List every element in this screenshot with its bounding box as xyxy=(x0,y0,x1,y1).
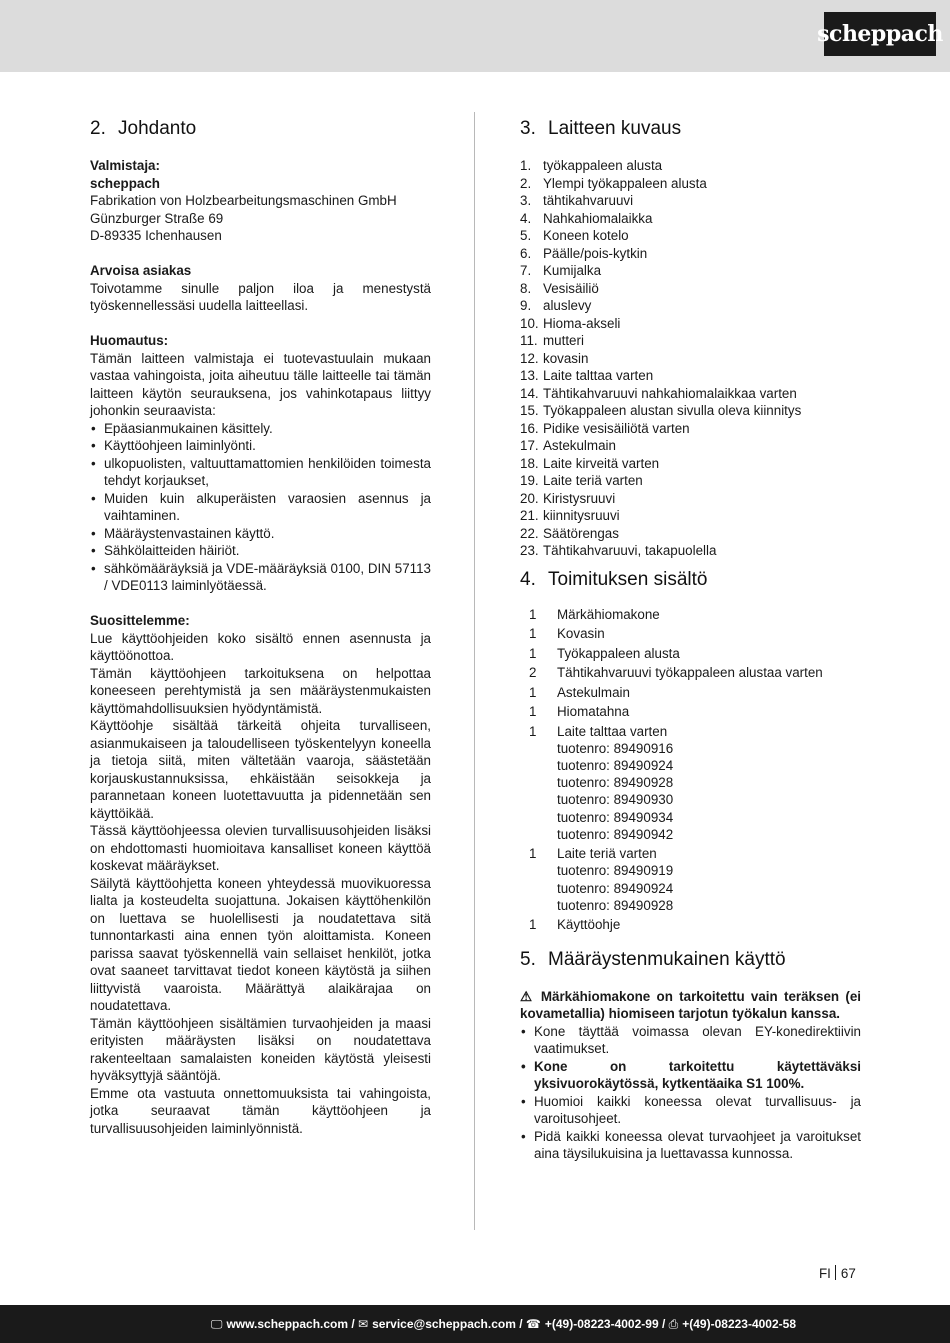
part-number: 9. xyxy=(520,298,532,313)
list-item xyxy=(520,437,861,455)
part-name: aluslevy xyxy=(543,298,592,313)
list-item xyxy=(520,175,861,193)
delivery-item xyxy=(520,664,861,681)
list-item: • ulkopuolisten, valtuuttamattomien henkilöiden toimesta tehdyt korjaukset, xyxy=(90,455,431,490)
list-item xyxy=(520,455,861,473)
footer-bar xyxy=(0,1305,950,1343)
list-item xyxy=(520,420,861,438)
note-list xyxy=(90,420,431,595)
part-number: 20. xyxy=(520,490,539,506)
delivery-quantity: 1 xyxy=(529,606,537,622)
part-name: Hioma-akseli xyxy=(543,315,621,331)
section-4-heading xyxy=(520,568,861,592)
paragraph: Tässä käyttöohjeessa olevien turvallisuusohjeiden lisäksi on ehdottomasti huomioitava kansalliset koneen käyttöä koskevat määräykset. xyxy=(90,823,431,873)
list-item: • Määräystenvastainen käyttö. xyxy=(90,525,431,543)
delivery-item xyxy=(520,645,861,662)
part-number: 8. xyxy=(520,280,532,296)
fax-icon: ⎙ xyxy=(668,1316,679,1331)
part-name: Nahkahiomalaikka xyxy=(543,210,653,226)
paragraph: Käyttöohje sisältää tärkeitä ohjeita turvalliseen, asianmukaiseen ja taloudelliseen työskentelyyn koneella ja tietoja siitä, miten vältetään vaaroja, säästetään korjauskustannuksissa, ehkäistään seisokkeja ja parannetaan koneen luotettavuutta ja pidennetään sen käyttöikää. xyxy=(90,718,431,821)
part-name: Kiristysruuvi xyxy=(543,490,616,506)
paragraph: Tämän käyttöohjeen sisältämien turvaohjeiden ja maasi erityisten määräysten lisäksi on noudatettava rakenteeltaan samalaisten koneiden käytöstä yleisesti hyväksyttyjä sääntöjä. xyxy=(90,1015,431,1083)
column-divider xyxy=(474,112,475,1230)
delivery-quantity: 1 xyxy=(529,723,537,739)
part-name: Työkappaleen alustan sivulla oleva kiinnitys xyxy=(543,403,802,418)
list-item xyxy=(520,367,861,385)
list-item: • Pidä kaikki koneessa olevat turvaohjeet ja varoitukset aina täysilukuisina ja luettavassa kunnossa. xyxy=(520,1128,861,1163)
part-number: 17. xyxy=(520,438,539,453)
left-column xyxy=(90,117,431,1155)
paragraph: Lue käyttöohjeiden koko sisältö ennen asennusta ja käyttöönottoa. xyxy=(90,630,431,663)
part-name: Päälle/pois-kytkin xyxy=(543,245,648,261)
delivery-item xyxy=(520,606,861,623)
section-5-heading xyxy=(520,948,861,972)
delivery-name: Märkähiomakone xyxy=(557,606,660,622)
part-number: 18. xyxy=(520,455,539,471)
delivery-name: Laite talttaa varten xyxy=(557,723,668,739)
paragraph: Emme ota vastuuta onnettomuuksista tai vahingoista, jotka seuraavat tämän käyttöohjeen ja turvallisuusohjeiden laiminlyönnistä. xyxy=(90,1085,431,1136)
part-name: Tähtikahvaruuvi nahkahiomalaikkaa varten xyxy=(543,385,797,401)
section-title: Johdanto xyxy=(118,118,197,139)
parts-list xyxy=(520,157,861,560)
customer-greeting xyxy=(90,262,431,315)
delivery-quantity: 1 xyxy=(529,684,537,700)
list-item: • Käyttöohjeen laiminlyönti. xyxy=(90,437,431,455)
part-name: Tähtikahvaruuvi, takapuolella xyxy=(543,543,717,558)
list-item xyxy=(520,157,861,175)
part-number: 3. xyxy=(520,193,532,208)
part-number: 10. xyxy=(520,315,539,331)
delivery-quantity: 2 xyxy=(529,665,537,680)
part-name: Laite teriä varten xyxy=(543,473,643,488)
greeting-text: Toivotamme sinulle paljon iloa ja menestystä työskennellessäsi uudella laitteellasi. xyxy=(90,280,431,313)
delivery-item xyxy=(520,845,861,914)
section-number: 4. xyxy=(520,568,536,590)
part-name: Pidike vesisäiliötä varten xyxy=(543,420,690,436)
part-name: tähtikahvaruuvi xyxy=(543,193,634,208)
intended-use-list xyxy=(520,1023,861,1163)
product-number: tuotenro: 89490924 xyxy=(557,880,674,896)
product-number: tuotenro: 89490934 xyxy=(557,809,674,825)
page-number-value: 67 xyxy=(840,1266,856,1281)
warning-icon: ⚠ xyxy=(520,988,535,1004)
part-name: Kumijalka xyxy=(543,263,602,278)
delivery-item xyxy=(520,723,861,843)
part-name: Laite kirveitä varten xyxy=(543,455,660,471)
delivery-item xyxy=(520,684,861,701)
footer-fax: +(49)-08223-4002-58 xyxy=(682,1317,796,1331)
part-number: 2. xyxy=(520,175,532,191)
part-number: 12. xyxy=(520,350,539,366)
part-number: 11. xyxy=(520,333,538,348)
delivery-item xyxy=(520,703,861,720)
part-number: 22. xyxy=(520,525,539,541)
section-number: 5. xyxy=(520,948,536,970)
section-title: Määräystenmukainen käyttö xyxy=(548,948,786,970)
note-block xyxy=(90,332,431,595)
page-number xyxy=(819,1265,856,1281)
part-name: työkappaleen alusta xyxy=(543,158,663,173)
paragraph: Tämän käyttöohjeen tarkoituksena on helpottaa koneeseen perehtymistä ja sen määräystenmukaisten käyttömahdollisuuksien hyödyntämistä. xyxy=(90,665,431,716)
part-name: Ylempi työkappaleen alusta xyxy=(543,175,707,191)
part-number: 16. xyxy=(520,420,539,436)
list-item: • Sähkölaitteiden häiriöt. xyxy=(90,542,431,560)
list-item xyxy=(520,332,861,350)
recommend-block xyxy=(90,612,431,1137)
part-number: 14. xyxy=(520,385,539,401)
note-text: Tämän laitteen valmistaja ei tuotevastuulain mukaan vastaa vahingoista, joita aiheutuu tälle laitteelle tai tämän laitteen käytön seurauksena, jos vahinkotapaus liittyy johonkin seuraavista: xyxy=(90,350,431,418)
product-number: tuotenro: 89490930 xyxy=(557,792,674,808)
delivery-item xyxy=(520,625,861,642)
product-number: tuotenro: 89490928 xyxy=(557,775,674,791)
recommend-label: Suosittelemme: xyxy=(90,613,190,628)
greeting-label: Arvoisa asiakas xyxy=(90,263,192,278)
part-number: 7. xyxy=(520,263,532,278)
part-number: 4. xyxy=(520,210,532,226)
manufacturer-label: Valmistaja: xyxy=(90,158,160,173)
list-item xyxy=(520,472,861,490)
section-2-heading xyxy=(90,117,431,141)
footer-email[interactable]: service@scheppach.com / xyxy=(372,1317,523,1331)
delivery-list xyxy=(520,606,861,934)
phone-icon: ☎ xyxy=(525,1317,541,1331)
part-name: Laite talttaa varten xyxy=(543,368,654,383)
language-code: FI xyxy=(819,1266,831,1281)
list-item xyxy=(520,280,861,298)
list-item xyxy=(520,192,861,210)
part-name: Vesisäiliö xyxy=(543,280,599,296)
list-item xyxy=(520,262,861,280)
list-item xyxy=(520,245,861,263)
section-title: Toimituksen sisältö xyxy=(548,568,708,590)
manufacturer-block xyxy=(90,157,431,245)
delivery-name: Kovasin xyxy=(557,626,605,641)
part-number: 19. xyxy=(520,473,539,488)
delivery-quantity: 1 xyxy=(529,846,537,862)
part-name: mutteri xyxy=(543,333,584,348)
product-number: tuotenro: 89490942 xyxy=(557,826,674,842)
part-number: 21. xyxy=(520,508,539,523)
list-item: • Muiden kuin alkuperäisten varaosien asennus ja vaihtaminen. xyxy=(90,490,431,525)
part-name: kovasin xyxy=(543,350,589,366)
section-title: Laitteen kuvaus xyxy=(548,118,682,139)
delivery-name: Hiomatahna xyxy=(557,704,630,719)
manufacturer-name: scheppach xyxy=(90,175,160,191)
list-item xyxy=(520,542,861,560)
list-item xyxy=(520,490,861,508)
part-number: 1. xyxy=(520,158,532,173)
delivery-name: Käyttöohje xyxy=(557,917,621,933)
product-number: tuotenro: 89490919 xyxy=(557,863,674,879)
part-name: Koneen kotelo xyxy=(543,228,629,243)
part-name: Säätörengas xyxy=(543,525,619,541)
part-number: 6. xyxy=(520,245,532,261)
list-item: • Huomioi kaikki koneessa olevat turvallisuus- ja varoitusohjeet. xyxy=(520,1093,861,1128)
list-item xyxy=(520,385,861,403)
monitor-icon: 🖵 xyxy=(210,1316,223,1331)
list-item xyxy=(520,227,861,245)
section-number: 2. xyxy=(90,118,106,139)
delivery-quantity: 1 xyxy=(529,917,537,933)
note-label: Huomautus: xyxy=(90,333,169,348)
product-number: tuotenro: 89490924 xyxy=(557,757,674,773)
delivery-name: Tähtikahvaruuvi työkappaleen alustaa varten xyxy=(557,665,823,680)
header-band xyxy=(0,0,950,72)
list-item xyxy=(520,210,861,228)
list-item xyxy=(520,507,861,525)
address-line: D-89335 Ichenhausen xyxy=(90,228,222,243)
list-item: • Kone täyttää voimassa olevan EY-konedirektiivin vaatimukset. xyxy=(520,1023,861,1058)
list-item: • sähkömääräyksiä ja VDE-määräyksiä 0100, DIN 57113 / VDE0113 laiminlyötäessä. xyxy=(90,560,431,595)
part-number: 15. xyxy=(520,403,539,418)
delivery-quantity: 1 xyxy=(529,645,537,661)
section-number: 3. xyxy=(520,118,536,139)
warning-text: Märkähiomakone on tarkoitettu vain teräksen (ei kovametallia) hiomiseen tarjotun työkalun kanssa. xyxy=(520,988,861,1022)
list-item xyxy=(520,315,861,333)
delivery-name: Laite teriä varten xyxy=(557,846,657,862)
part-number: 13. xyxy=(520,368,539,383)
footer-website[interactable]: www.scheppach.com / xyxy=(226,1317,355,1331)
address-line: Fabrikation von Holzbearbeitungsmaschinen GmbH xyxy=(90,193,397,208)
part-name: Astekulmain xyxy=(543,438,616,453)
list-item xyxy=(520,402,861,420)
list-item: • Epäasianmukainen käsittely. xyxy=(90,420,431,438)
part-name: kiinnitysruuvi xyxy=(543,508,620,523)
right-column xyxy=(520,117,861,1163)
list-item xyxy=(520,350,861,368)
part-number: 5. xyxy=(520,228,532,243)
delivery-item xyxy=(520,916,861,933)
product-number: tuotenro: 89490916 xyxy=(557,740,674,756)
delivery-quantity: 1 xyxy=(529,704,537,719)
delivery-quantity: 1 xyxy=(529,626,537,641)
part-number: 23. xyxy=(520,543,539,558)
page-separator xyxy=(835,1265,836,1280)
list-item xyxy=(520,297,861,315)
warning-paragraph xyxy=(520,988,861,1023)
list-item xyxy=(520,525,861,543)
scheppach-logo: scheppach xyxy=(824,12,936,56)
section-3-heading xyxy=(520,117,861,141)
footer-phone: +(49)-08223-4002-99 / xyxy=(544,1317,666,1331)
delivery-name: Työkappaleen alusta xyxy=(557,645,680,661)
paragraph: Säilytä käyttöohjetta koneen yhteydessä muovikuoressa lialta ja kosteudelta suojattuna. Jokaisen käyttöhenkilön on luettava se huolellisesti ja noudatettava sitä tunnontarkasti aina ennen työn aloittamista. Koneen parissa saavat työskennellä vain sellaiset henkilöt, jotka ovat saaneet tarvittavat tiedot koneen käytöstä ja siihen liittyvistä vaaroista. Määrättyä alaikärajaa on noudatettava. xyxy=(90,875,431,1013)
product-number: tuotenro: 89490928 xyxy=(557,897,674,913)
mail-icon: ✉ xyxy=(358,1317,369,1331)
list-item: • Kone on tarkoitettu käytettäväksi yksivuorokäytössä, kytkentäaika S1 100%. xyxy=(520,1058,861,1093)
address-line: Günzburger Straße 69 xyxy=(90,210,224,226)
delivery-name: Astekulmain xyxy=(557,684,630,700)
